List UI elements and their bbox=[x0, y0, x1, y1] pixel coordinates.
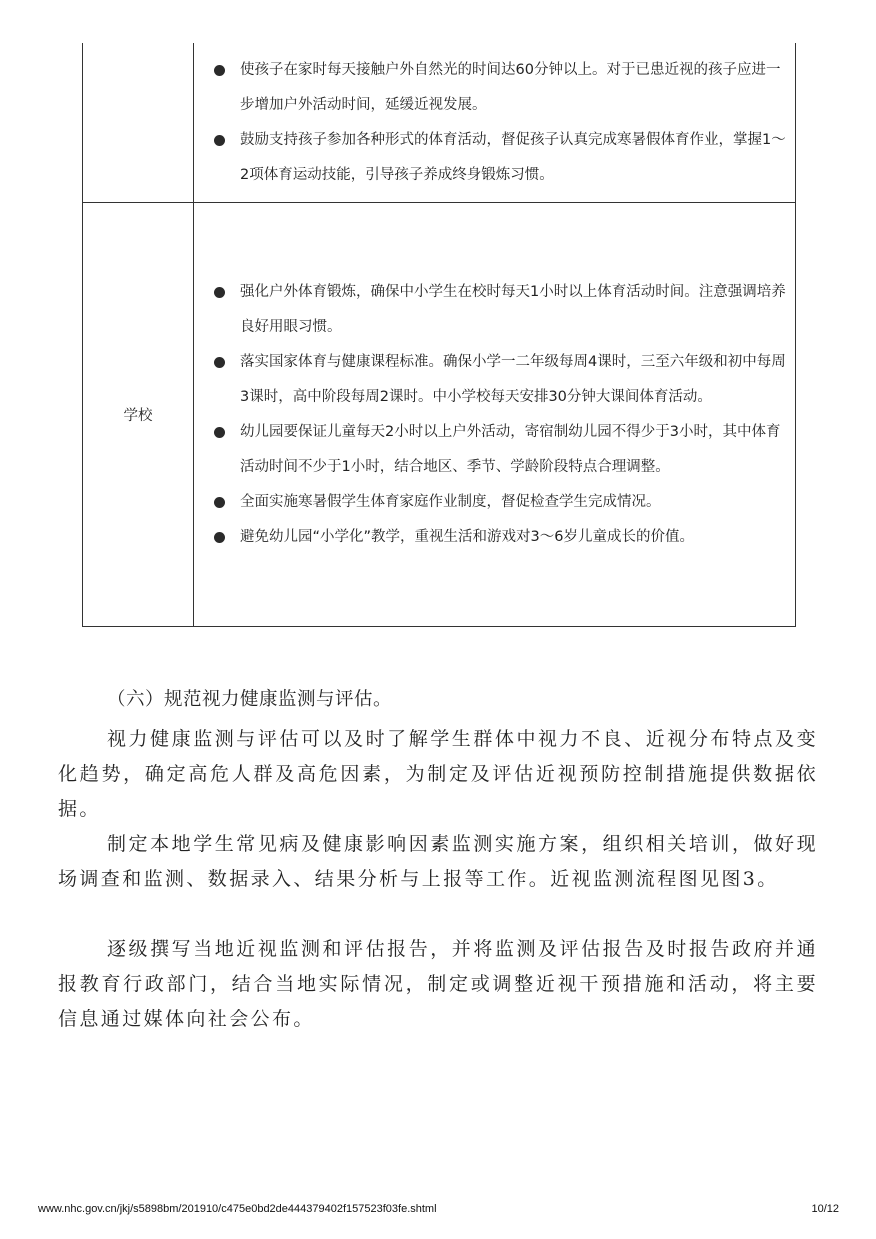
bullet-icon bbox=[214, 497, 225, 508]
list-item bbox=[204, 275, 787, 345]
bullet-icon bbox=[214, 532, 225, 543]
row-content-family bbox=[194, 43, 796, 203]
bullet-icon bbox=[214, 357, 225, 368]
list-item bbox=[204, 520, 787, 555]
row-label-family bbox=[83, 43, 194, 203]
list-item bbox=[204, 345, 787, 415]
list-item-text: 避免幼儿园“小学化”教学，重视生活和游戏对3～6岁儿童成长的价值。 bbox=[240, 528, 694, 545]
body-paragraph: 逐级撰写当地近视监测和评估报告，并将监测及评估报告及时报告政府并通报教育行政部门，结合当地实际情况，制定或调整近视干预措施和活动，将主要信息通过媒体向社会公布。 bbox=[58, 938, 818, 1030]
list-item-text: 强化户外体育锻炼，确保中小学生在校时每天1小时以上体育活动时间。注意强调培养良好用眼习惯。 bbox=[240, 283, 786, 335]
measures-table bbox=[82, 43, 796, 627]
list-item bbox=[204, 415, 787, 485]
body-paragraph: 制定本地学生常见病及健康影响因素监测实施方案，组织相关培训，做好现场调查和监测、数据录入、结果分析与上报等工作。近视监测流程图见图3。 bbox=[58, 833, 818, 890]
footer-url: www.nhc.gov.cn/jkj/s5898bm/201910/c475e0bd2de444379402f157523f03fe.shtml bbox=[38, 1203, 437, 1215]
table-row-school bbox=[83, 203, 796, 627]
list-item-text: 幼儿园要保证儿童每天2小时以上户外活动，寄宿制幼儿园不得少于3小时，其中体育活动时间不少于1小时，结合地区、季节、学龄阶段特点合理调整。 bbox=[240, 423, 781, 475]
list-item bbox=[204, 123, 787, 193]
list-item-text: 鼓励支持孩子参加各种形式的体育活动，督促孩子认真完成寒暑假体育作业，掌握1～2项体育运动技能，引导孩子养成终身锻炼习惯。 bbox=[240, 131, 786, 183]
list-item bbox=[204, 485, 787, 520]
row-label-school: 学校 bbox=[83, 203, 194, 627]
list-item-text: 落实国家体育与健康课程标准。确保小学一二年级每周4课时，三至六年级和初中每周3课时，高中阶段每周2课时。中小学校每天安排30分钟大课间体育活动。 bbox=[240, 353, 786, 405]
bullet-icon bbox=[214, 427, 225, 438]
page-number: 10/12 bbox=[811, 1203, 839, 1215]
bullet-icon bbox=[214, 287, 225, 298]
bullet-icon bbox=[214, 65, 225, 76]
table-row-family bbox=[83, 43, 796, 203]
row-content-school bbox=[194, 203, 796, 627]
list-item-text: 使孩子在家时每天接触户外自然光的时间达60分钟以上。对于已患近视的孩子应进一步增加户外活动时间，延缓近视发展。 bbox=[240, 61, 781, 113]
bullet-icon bbox=[214, 135, 225, 146]
list-item bbox=[204, 53, 787, 123]
list-item-text: 全面实施寒暑假学生体育家庭作业制度，督促检查学生完成情况。 bbox=[240, 493, 661, 510]
section-heading: （六）规范视力健康监测与评估。 bbox=[107, 689, 393, 710]
body-paragraph: 视力健康监测与评估可以及时了解学生群体中视力不良、近视分布特点及变化趋势，确定高危人群及高危因素，为制定及评估近视预防控制措施提供数据依据。 bbox=[58, 728, 818, 820]
